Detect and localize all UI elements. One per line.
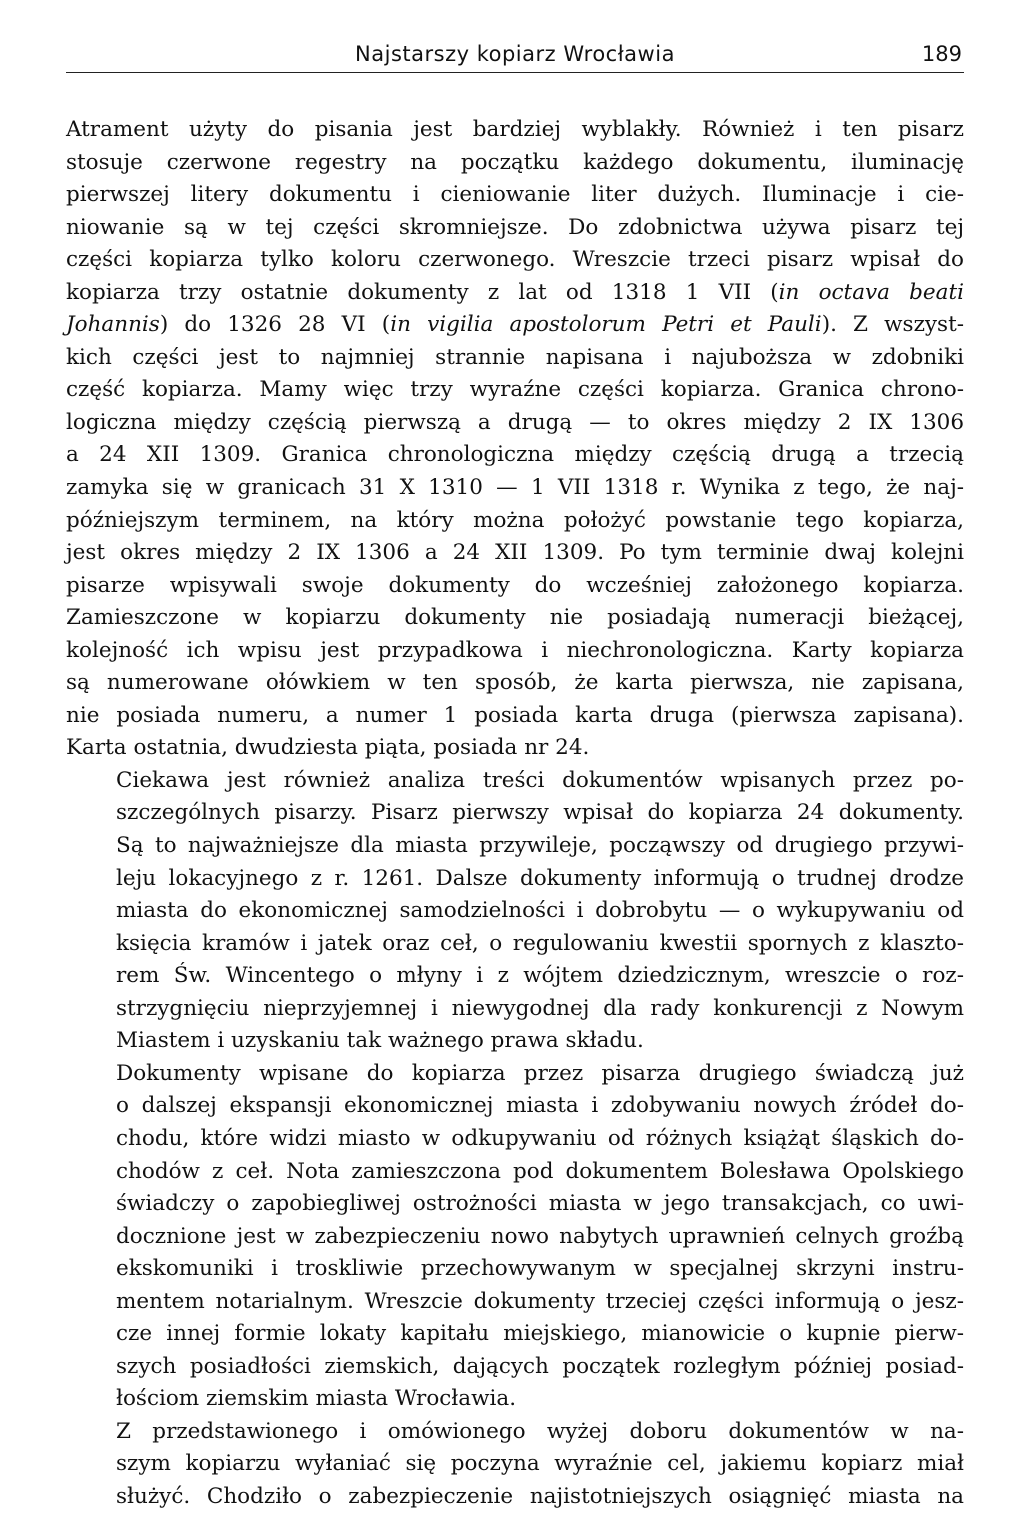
text-line: pierwszej litery dokumentu i cieniowanie liter dużych. Iluminacje i cie- (66, 182, 964, 208)
paragraph-1 (66, 114, 964, 765)
text-line: jest okres między 2 IX 1306 a 24 XII 1309. Po tym terminie dwaj kolejni (66, 540, 964, 566)
latin-phrase: Johannis (66, 312, 160, 338)
text-line: cze innej formie lokaty kapitału miejskiego, mianowicie o kupnie pierw- (116, 1321, 964, 1347)
text-line: Ciekawa jest również analiza treści dokumentów wpisanych przez po- (116, 767, 964, 793)
text-line: chodu, które widzi miasto w odkupywaniu od różnych książąt śląskich do- (116, 1125, 964, 1151)
running-header (66, 38, 964, 73)
text-line: Z przedstawionego i omówionego wyżej doboru dokumentów w na- (116, 1418, 964, 1444)
text-line: rem Św. Wincentego o młyny i z wójtem dziedzicznym, wreszcie o roz- (116, 963, 964, 989)
text-line: niowanie są w tej części skromniejsze. Do zdobnictwa używa pisarz tej (66, 214, 964, 240)
paragraph-2 (66, 765, 964, 1058)
text-line: mentem notarialnym. Wreszcie dokumenty trzeciej części informują o jesz- (116, 1288, 964, 1314)
text-line: szym kopiarzu wyłaniać się poczyna wyraźnie cel, jakiemu kopiarz miał (116, 1451, 964, 1477)
text-line: służyć. Chodziło o zabezpieczenie najistotniejszych osiągnięć miasta na (116, 1483, 964, 1509)
text-line: są numerowane ołówkiem w ten sposób, że karta pierwsza, nie zapisana, (66, 670, 964, 696)
text-line: łościom ziemskim miasta Wrocławia. (116, 1386, 517, 1412)
page-number: 189 (921, 42, 962, 66)
text-line: Dokumenty wpisane do kopiarza przez pisarza drugiego świadczą już (116, 1060, 964, 1086)
paragraph-3 (66, 1058, 964, 1416)
text-line: Zamieszczone w kopiarzu dokumenty nie posiadają numeracji bieżącej, (66, 605, 964, 631)
text-line: szych posiadłości ziemskich, dających początek rozległym później posiad- (116, 1353, 964, 1379)
document-page (66, 38, 964, 1514)
text-line (66, 309, 964, 342)
text-line: część kopiarza. Mamy więc trzy wyraźne części kopiarza. Granica chrono- (66, 377, 964, 403)
text-line: docznione jest w zabezpieczeniu nowo nabytych uprawnień celnych groźbą (116, 1223, 964, 1249)
text-line: Są to najważniejsze dla miasta przywileje, począwszy od drugiego przywi- (116, 833, 964, 859)
text-line: Atrament użyty do pisania jest bardziej wyblakły. Również i ten pisarz (66, 117, 964, 142)
text-line: pisarze wpisywali swoje dokumenty do wcześniej założonego kopiarza. (66, 572, 964, 598)
text-line: Karta ostatnia, dwudziesta piąta, posiada nr 24. (66, 735, 590, 761)
text-line: kich części jest to najmniej strannie napisana i najuboższa w zdobniki (66, 344, 964, 370)
text-line: stosuje czerwone regestry na początku każdego dokumentu, iluminację (66, 149, 964, 175)
latin-phrase: in vigilia apostolorum Petri et Pauli (390, 312, 822, 338)
text-line: późniejszym terminem, na który można położyć powstanie tego kopiarza, (66, 507, 964, 533)
text-line: a 24 XII 1309. Granica chronologiczna między częścią drugą a trzecią (66, 442, 964, 468)
body-text (66, 114, 964, 1514)
paragraph-4 (66, 1416, 964, 1514)
text-line: leju lokacyjnego z r. 1261. Dalsze dokumenty informują o trudnej drodze (116, 865, 964, 891)
text-run: ). Z wszyst- (821, 312, 965, 338)
text-line: strzygnięciu nieprzyjemnej i niewygodnej dla rady konkurencji z Nowym (116, 995, 964, 1021)
latin-phrase: in octava beati (778, 279, 964, 305)
text-line: szczególnych pisarzy. Pisarz pierwszy wpisał do kopiarza 24 dokumenty. (116, 800, 964, 826)
text-line: miasta do ekonomicznej samodzielności i dobrobytu — o wykupywaniu od (116, 898, 964, 924)
text-run: ) do 1326 28 VI ( (159, 312, 391, 338)
text-line: ekskomuniki i troskliwie przechowywanym w specjalnej skrzyni instru- (116, 1256, 964, 1282)
text-line (66, 277, 964, 310)
text-line: o dalszej ekspansji ekonomicznej miasta i zdobywaniu nowych źródeł do- (116, 1093, 964, 1119)
text-run: kopiarza trzy ostatnie dokumenty z lat od 1318 1 VII ( (66, 279, 779, 305)
text-line: księcia kramów i jatek oraz ceł, o regulowaniu kwestii spornych z klaszto- (116, 930, 964, 956)
text-line: świadczy o zapobiegliwej ostrożności miasta w jego transakcjach, co uwi- (116, 1191, 964, 1217)
running-title: Najstarszy kopiarz Wrocławia (355, 42, 675, 66)
text-line: nie posiada numeru, a numer 1 posiada karta druga (pierwsza zapisana). (66, 702, 964, 728)
text-line: Miastem i uzyskaniu tak ważnego prawa składu. (116, 1028, 644, 1054)
text-line: kolejność ich wpisu jest przypadkowa i niechronologiczna. Karty kopiarza (66, 637, 964, 663)
text-line: chodów z ceł. Nota zamieszczona pod dokumentem Bolesława Opolskiego (116, 1158, 964, 1184)
text-line: zamyka się w granicach 31 X 1310 — 1 VII 1318 r. Wynika z tego, że naj- (66, 475, 964, 501)
text-line: części kopiarza tylko koloru czerwonego. Wreszcie trzeci pisarz wpisał do (66, 247, 964, 273)
text-line: logiczna między częścią pierwszą a drugą — to okres między 2 IX 1306 (66, 409, 964, 435)
